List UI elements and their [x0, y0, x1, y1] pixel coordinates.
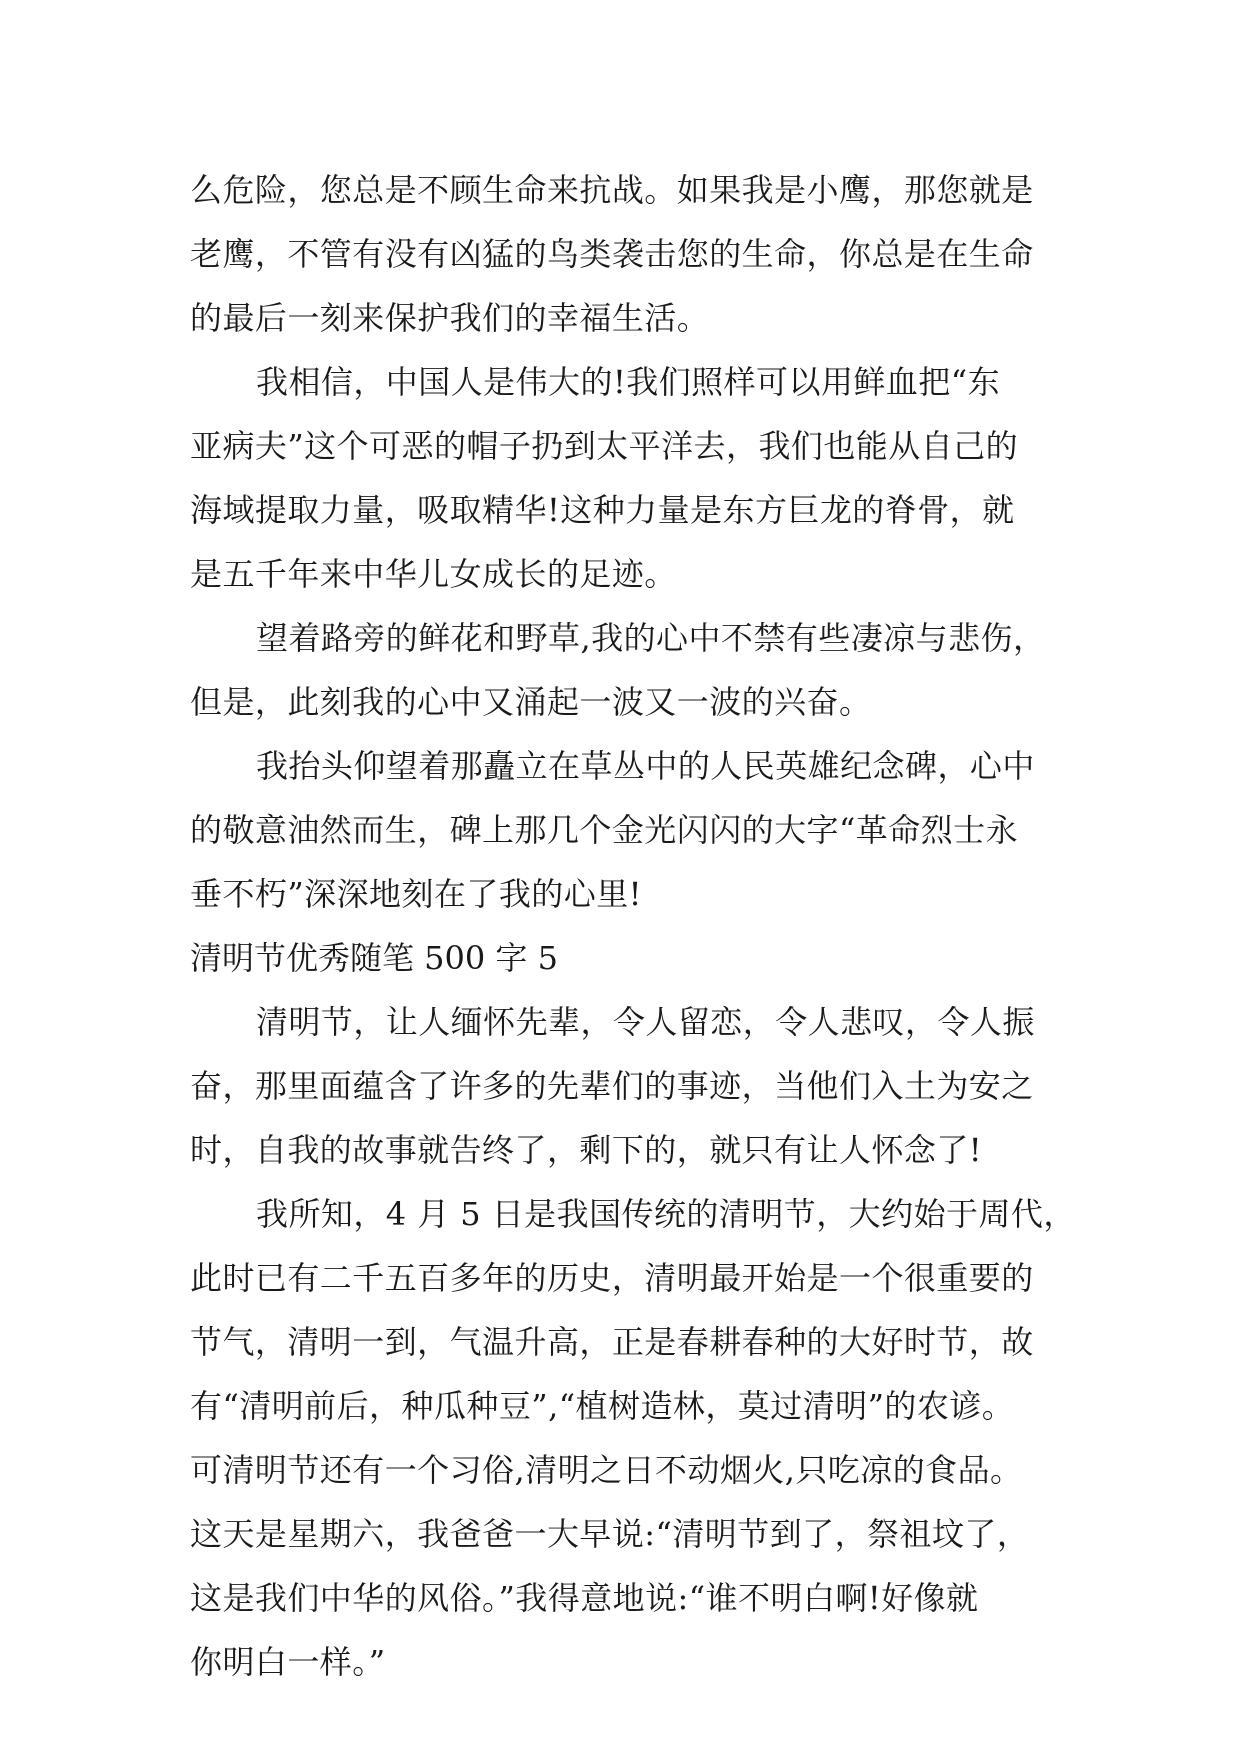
text-line: 但是，此刻我的心中又涌起一波又一波的兴奋。: [190, 683, 872, 721]
paragraph-start-line: 我相信，中国人是伟大的!我们照样可以用鲜血把“东: [256, 363, 1001, 401]
text-line: 时，自我的故事就告终了，剩下的，就只有让人怀念了!: [190, 1131, 983, 1169]
text-line: 的最后一刻来保护我们的幸福生活。: [190, 299, 710, 337]
paragraph-start-line: 望着路旁的鲜花和野草,我的心中不禁有些凄凉与悲伤，: [256, 619, 1046, 657]
text-line: 你明白一样。”: [190, 1643, 386, 1681]
text-line: 奋，那里面蕴含了许多的先辈们的事迹，当他们入土为安之: [190, 1067, 1034, 1105]
text-line: 的敬意油然而生，碑上那几个金光闪闪的大字“革命烈士永: [190, 811, 1019, 849]
paragraph-start-line: 我抬头仰望着那矗立在草丛中的人民英雄纪念碑，心中: [256, 747, 1035, 785]
text-line: 亚病夫”这个可恶的帽子扔到太平洋去，我们也能从自己的: [190, 427, 1019, 465]
text-line: 海域提取力量，吸取精华!这种力量是东方巨龙的脊骨，就: [190, 491, 1015, 529]
text-line: 节气，清明一到，气温升高，正是春耕春种的大好时节，故: [190, 1323, 1034, 1361]
paragraph-start-line: 我所知，4 月 5 日是我国传统的清明节，大约始于周代，: [256, 1195, 1076, 1233]
document-body: [190, 158, 1076, 1694]
text-line: 有“清明前后，种瓜种豆”,“植树造林，莫过清明”的农谚。: [190, 1387, 1015, 1425]
section-heading: 清明节优秀随笔 500 字 5: [190, 939, 558, 977]
text-line: 是五千年来中华儿女成长的足迹。: [190, 555, 677, 593]
text-line: 可清明节还有一个习俗,清明之日不动烟火,只吃凉的食品。: [190, 1451, 1023, 1489]
text-line: 垂不朽”深深地刻在了我的心里!: [190, 875, 642, 913]
text-line: 老鹰，不管有没有凶猛的鸟类袭击您的生命，你总是在生命: [190, 235, 1034, 273]
text-line: 此时已有二千五百多年的历史，清明最开始是一个很重要的: [190, 1259, 1034, 1297]
text-line: 么危险，您总是不顾生命来抗战。如果我是小鹰，那您就是: [190, 171, 1034, 209]
paragraph-start-line: 清明节，让人缅怀先辈，令人留恋，令人悲叹，令人振: [256, 1003, 1035, 1041]
text-line: 这天是星期六，我爸爸一大早说:“清明节到了，祭祖坟了，: [190, 1515, 1030, 1553]
text-line: 这是我们中华的风俗。”我得意地说:“谁不明白啊!好像就: [190, 1579, 979, 1617]
